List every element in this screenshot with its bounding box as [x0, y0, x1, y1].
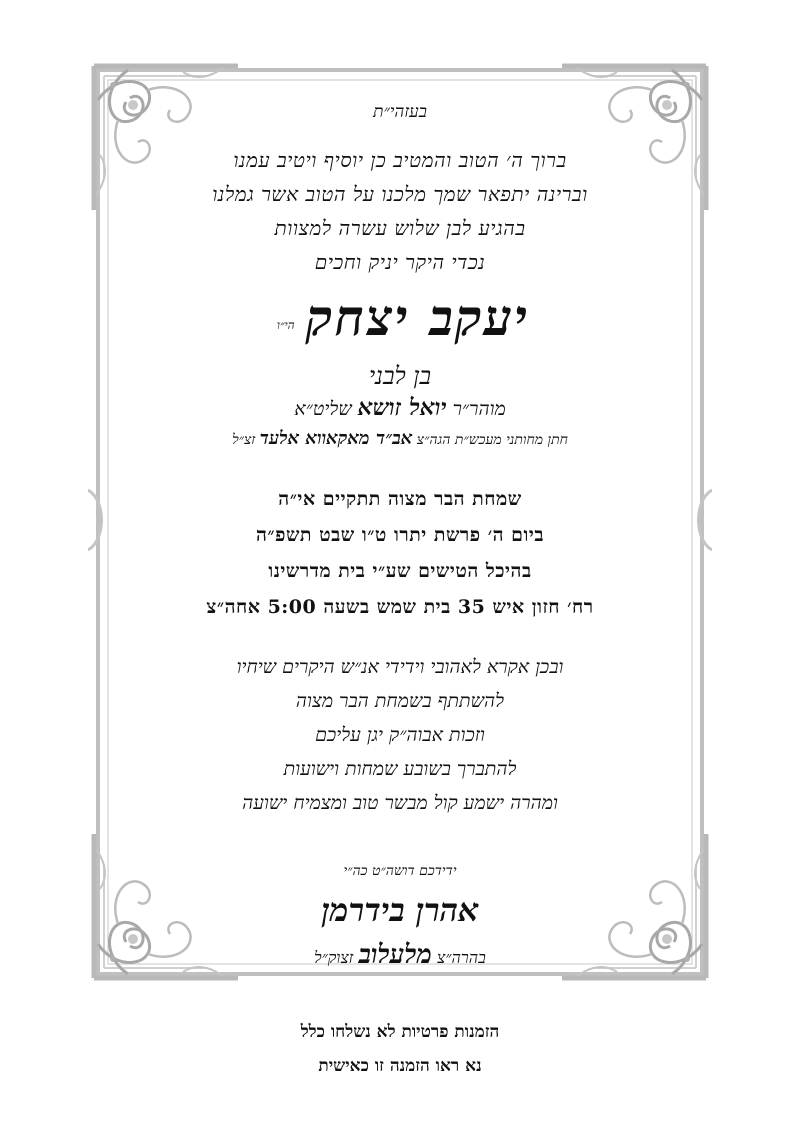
invite-line: וזכות אבוה״ק יגן עליכם	[315, 724, 485, 746]
intro-line: וברינה יתפאר שמך מלכנו על הטוב אשר גמלנו	[212, 182, 588, 206]
ben-label: בן לבני	[368, 362, 432, 390]
grandfather-name: אב״ד מאקאווא אלעד	[259, 428, 413, 449]
father-name: יואל זושא	[357, 394, 447, 421]
signature-lineage-prefix: בהרה״צ	[437, 948, 486, 967]
signature-lineage	[110, 940, 690, 970]
father-prefix: מוהר״ר	[452, 398, 506, 420]
boy-name: יעקב יצחק	[305, 288, 530, 347]
invite-line: להשתתף בשמחת הבר מצוה	[295, 690, 505, 712]
signature-lineage-name: מלעלוב	[358, 940, 432, 970]
intro-line: נכדי היקר יניק וחכים	[314, 250, 486, 274]
event-line: שמחת הבר מצוה תתקיים אי״ה	[278, 488, 522, 510]
intro-line: בהגיע לבן שלוש עשרה למצוות	[274, 216, 526, 240]
signature-name: אהרן בידרמן	[321, 891, 479, 929]
boy-name-row	[110, 288, 690, 347]
event-line: בהיכל הטישים שע״י בית מדרשינו	[268, 560, 532, 582]
boy-name-suffix: הי״ו	[276, 317, 295, 332]
footer-line: הזמנות פרטיות לא נשלחו כלל	[300, 1022, 500, 1042]
grandfather-suffix: זצ״ל	[232, 432, 256, 448]
invite-line: ובכן אקרא לאהובי וידידי אנ״ש היקרים שיחיו	[236, 656, 564, 678]
grandfather-prefix: חתן מחותני מעכש״ת הגה״צ	[416, 432, 568, 448]
invite-line: להתברך בשובע שמחות וישועות	[283, 758, 517, 780]
invite-line: ומהרה ישמע קול מבשר טוב ומצמיח ישועה	[242, 792, 558, 814]
signature-greeting: ידידכם דושה״ט כה״י	[343, 863, 457, 879]
event-line: רח׳ חזון איש 35 בית שמש בשעה 5:00 אחה״צ	[206, 596, 594, 618]
footer-line: נא ראו הזמנה זו כאישית	[318, 1056, 482, 1076]
father-line	[110, 394, 690, 421]
invitation-content	[110, 60, 690, 980]
bsd-header: בעזהי״ת	[373, 102, 427, 122]
grandfather-line	[110, 428, 690, 449]
signature-lineage-suffix: זצוק״ל	[314, 948, 354, 967]
event-line: ביום ה׳ פרשת יתרו ט״ו שבט תשפ״ה	[256, 524, 544, 546]
father-suffix: שליט״א	[294, 398, 352, 420]
intro-line: ברוך ה׳ הטוב והמטיב כן יוסיף ויטיב עמנו	[233, 148, 567, 172]
